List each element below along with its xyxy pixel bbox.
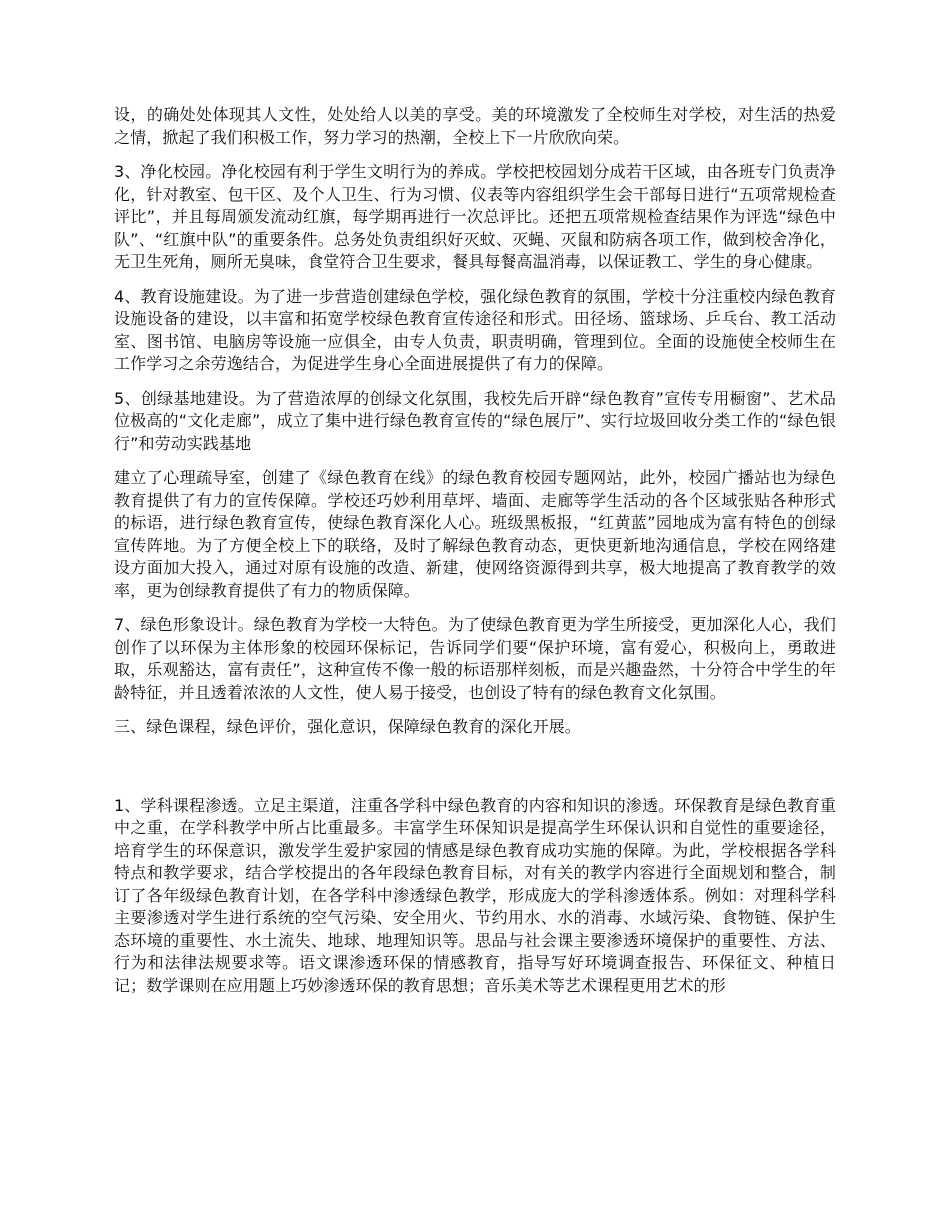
paragraph-subject-curriculum: 1、学科课程渗透。立足主渠道，注重各学科中绿色教育的内容和知识的渗透。环保教育是绿色教育重中之重，在学科教学中所占比重最多。丰富学生环保知识是提高学生环保认识和自觉性的重要途径，培育学生的环保意识，激发学生爱护家园的情感是绿色教育成功实施的保障。为此，学校根据各学科特点和教学要求，结合学校提出的各年段绿色教育目标，对有关的教学内容进行全面规划和整合，制订了各年级绿色教育计划，在各学科中渗透绿色教学，形成庞大的学科渗透体系。例如：对理科学科主要渗透对学生进行系统的空气污染、安全用火、节约用水、水的消毒、水域污染、食物链、保护生态环境的重要性、水土流失、地球、地理知识等。思品与社会课主要渗透环境保护的重要性、方法、行为和法律法规要求等。语文课渗透环保的情感教育，指导写好环境调查报告、环保征文、种植日记；数学课则在应用题上巧妙渗透环保的教育思想；音乐美术等艺术课程更用艺术的形	[114, 795, 836, 995]
paragraph-green-image-design: 7、绿色形象设计。绿色教育为学校一大特色。为了使绿色教育更为学生所接受，更加深化人心，我们创作了以环保为主体形象的校园环保标记，告诉同学们要“保护环境，富有爱心，积极向上，勇敢进取，乐观豁达，富有责任”，这种宣传不像一般的标语那样刻板，而是兴趣盎然，十分符合中学生的年龄特征，并且透着浓浓的人文性，使人易于接受，也创设了特有的绿色教育文化氛围。	[114, 615, 836, 702]
paragraph-purify-campus: 3、净化校园。净化校园有利于学生文明行为的养成。学校把校园划分成若干区域，由各班专门负责净化，针对教室、包干区、及个人卫生、行为习惯、仪表等内容组织学生会干部每日进行“五项常规检查评比”，并且每周颁发流动红旗，每学期再进行一次总评比。还把五项常规检查结果作为评选“绿色中队”、“红旗中队”的重要条件。总务处负责组织好灭蚊、灭蝇、灭鼠和防病各项工作，做到校舍净化，无卫生死角，厕所无臭味，食堂符合卫生要求，餐具每餐高温消毒，以保证教工、学生的身心健康。	[114, 162, 836, 271]
paragraph-green-base: 5、创绿基地建设。为了营造浓厚的创绿文化氛围，我校先后开辟“绿色教育”宣传专用橱窗”、艺术品位极高的“文化走廊”，成立了集中进行绿色教育宣传的“绿色展厅”、实行垃圾回收分类工作的“绿色银行”和劳动实践基地	[114, 388, 836, 453]
document-page	[114, 104, 836, 1009]
paragraph-intro-continuation: 设，的确处处体现其人文性，处处给人以美的享受。美的环境激发了全校师生对学校，对生活的热爱之情，掀起了我们积极工作，努力学习的热潮，全校上下一片欣欣向荣。	[114, 105, 836, 147]
section-heading-green-curriculum: 三、绿色课程，绿色评价，强化意识，保障绿色教育的深化开展。	[114, 717, 581, 736]
paragraph-facility-construction: 4、教育设施建设。为了进一步营造创建绿色学校，强化绿色教育的氛围，学校十分注重校内绿色教育设施设备的建设，以丰富和拓宽学校绿色教育宣传途径和形式。田径场、篮球场、乒乓台、教工活动室、图书馆、电脑房等设施一应俱全，由专人负责，职责明确，管理到位。全面的设施使全校师生在工作学习之余劳逸结合，为促进学生身心全面进展提供了有力的保障。	[114, 286, 836, 373]
paragraph-counseling-and-network: 建立了心理疏导室，创建了《绿色教育在线》的绿色教育校园专题网站，此外，校园广播站也为绿色教育提供了有力的宣传保障。学校还巧妙利用草坪、墙面、走廊等学生活动的各个区域张贴各种形式的标语，进行绿色教育宣传，使绿色教育深化人心。班级黑板报，“红黄蓝”园地成为富有特色的创绿宣传阵地。为了方便全校上下的联络，及时了解绿色教育动态，更快更新地沟通信息，学校在网络建设方面加大投入，通过对原有设施的改造、新建，使网络资源得到共享，极大地提高了教育教学的效率，更为创绿教育提供了有力的物质保障。	[114, 468, 836, 600]
